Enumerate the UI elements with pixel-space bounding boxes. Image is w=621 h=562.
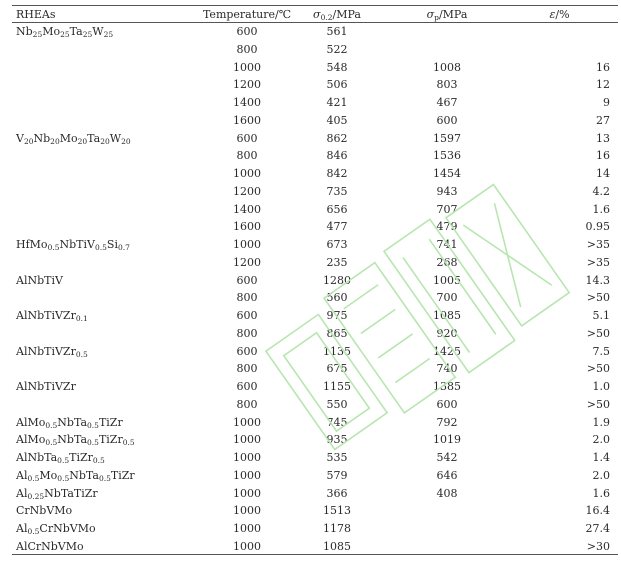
peak-strength-cell: 646 — [436, 468, 458, 482]
table-bottom-rule — [12, 554, 618, 555]
strain-cell: 1.4 — [592, 451, 610, 464]
strain-cell: 14.3 — [585, 273, 610, 287]
peak-strength-cell: 803 — [436, 78, 458, 92]
table-row — [12, 272, 618, 289]
strain-cell: >35 — [586, 255, 610, 269]
temperature-cell: 1000 — [233, 468, 261, 482]
peak-strength-cell: 920 — [436, 326, 458, 340]
table-row — [12, 360, 618, 377]
header-peak-strength: $\sigma_p$/MPa — [426, 8, 468, 22]
table-row — [12, 378, 618, 395]
yield-strength-cell: 235 — [326, 255, 348, 269]
yield-strength-cell: 405 — [326, 113, 348, 127]
yield-strength-cell: 735 — [326, 184, 348, 198]
alloy-cell: AlMo$_{0.5}$NbTa$_{0.5}$TiZr — [16, 415, 123, 430]
temperature-cell: 600 — [236, 380, 258, 393]
temperature-cell: 800 — [236, 291, 258, 305]
alloy-cell: $Al_{0.25}NbTaTiZr$ — [16, 486, 98, 501]
peak-strength-cell: 792 — [436, 415, 458, 429]
table-row — [12, 130, 618, 147]
strain-cell: >50 — [586, 326, 610, 340]
table-row — [12, 254, 618, 271]
table-row — [12, 431, 618, 448]
temperature-cell: 1400 — [233, 96, 261, 109]
peak-strength-cell: 600 — [436, 113, 458, 127]
temperature-cell: 600 — [236, 273, 258, 287]
peak-strength-cell: 268 — [436, 255, 458, 269]
strain-cell: >35 — [586, 238, 610, 251]
yield-strength-cell: 561 — [326, 25, 348, 38]
alloy-cell: AlNbTiVZr$_{0.1}$ — [16, 309, 88, 323]
yield-strength-cell: 421 — [326, 96, 348, 109]
temperature-cell: 800 — [236, 42, 258, 56]
table-row — [12, 343, 618, 360]
temperature-cell: 1000 — [233, 504, 261, 518]
yield-strength-cell: 1178 — [323, 522, 351, 535]
strain-cell: 5.1 — [592, 309, 610, 322]
table-row — [12, 414, 618, 431]
alloy-cell: $Al_{0.5}Mo_{0.5}NbTa_{0.5}TiZr$ — [16, 468, 135, 483]
temperature-cell: 1600 — [233, 113, 261, 127]
temperature-cell: 1200 — [233, 184, 261, 198]
temperature-cell: 1000 — [233, 486, 261, 500]
yield-strength-cell: 560 — [326, 291, 348, 305]
strain-cell: 7.5 — [592, 344, 610, 358]
table-row — [12, 325, 618, 342]
header-strain: ε/% — [549, 8, 570, 21]
temperature-cell: 1000 — [233, 238, 261, 251]
strain-cell: 13 — [596, 131, 610, 145]
peak-strength-cell: 1454 — [433, 167, 461, 180]
peak-strength-cell: 467 — [436, 96, 458, 109]
yield-strength-cell: 522 — [326, 42, 348, 56]
alloy-cell: AlNbTiVZr — [16, 380, 76, 393]
table-row — [12, 236, 618, 253]
temperature-cell: 1600 — [233, 220, 261, 234]
temperature-cell: 800 — [236, 326, 258, 340]
peak-strength-cell: 700 — [436, 291, 458, 305]
alloy-cell: $Nb_{25}Mo_{25}Ta_{25}W_{25}$ — [16, 25, 114, 39]
strain-cell: 14 — [596, 167, 610, 180]
alloy-cell: $V_{20}Nb_{20}Mo_{20}Ta_{20}W_{20}$ — [16, 131, 131, 146]
table-row — [12, 307, 618, 324]
temperature-cell: 600 — [236, 25, 258, 38]
yield-strength-cell: 1155 — [323, 380, 351, 393]
strain-cell: 2.0 — [592, 433, 610, 447]
yield-strength-cell: 1513 — [323, 504, 351, 518]
table-row — [12, 449, 618, 466]
peak-strength-cell: 1005 — [433, 273, 461, 287]
alloy-cell: AlNbTa$_{0.5}$TiZr$_{0.5}$ — [16, 451, 105, 465]
strain-cell: 2.0 — [592, 468, 610, 482]
yield-strength-cell: 846 — [326, 149, 348, 163]
temperature-cell: 600 — [236, 131, 258, 145]
table-row — [12, 23, 618, 40]
yield-strength-cell: 506 — [326, 78, 348, 92]
table-row — [12, 201, 618, 218]
strain-cell: 1.9 — [592, 415, 610, 429]
temperature-cell: 1400 — [233, 202, 261, 216]
strain-cell: 4.2 — [592, 184, 610, 198]
yield-strength-cell: 477 — [326, 220, 348, 234]
strain-cell: 27 — [596, 113, 610, 127]
strain-cell: 12 — [596, 78, 610, 92]
temperature-cell: 1200 — [233, 78, 261, 92]
yield-strength-cell: 535 — [326, 451, 348, 464]
yield-strength-cell: 842 — [326, 167, 348, 180]
yield-strength-cell: 745 — [326, 415, 348, 429]
yield-strength-cell: 656 — [326, 202, 348, 216]
strain-cell: >50 — [586, 362, 610, 376]
yield-strength-cell: 975 — [326, 309, 348, 322]
table-row — [12, 41, 618, 58]
temperature-cell: 800 — [236, 149, 258, 163]
strain-cell: 16.4 — [585, 504, 610, 518]
header-yield-strength: $\sigma_{0.2}$/MPa — [313, 8, 361, 22]
yield-strength-cell: 366 — [326, 486, 348, 500]
yield-strength-cell: 550 — [326, 397, 348, 411]
yield-strength-cell: 1280 — [323, 273, 351, 287]
table-row — [12, 467, 618, 484]
temperature-cell: 1000 — [233, 522, 261, 535]
strain-cell: 27.4 — [585, 522, 610, 535]
table-row — [12, 520, 618, 537]
peak-strength-cell: 408 — [436, 486, 458, 500]
table-row — [12, 59, 618, 76]
temperature-cell: 600 — [236, 344, 258, 358]
table-row — [12, 112, 618, 129]
peak-strength-cell: 740 — [436, 362, 458, 376]
table-row — [12, 538, 618, 555]
strain-cell: >50 — [586, 291, 610, 305]
table-row — [12, 218, 618, 235]
temperature-cell: 600 — [236, 309, 258, 322]
strain-cell: >30 — [586, 539, 610, 553]
peak-strength-cell: 1008 — [433, 60, 461, 74]
peak-strength-cell: 479 — [436, 220, 458, 234]
alloy-cell: AlNbTiVZr$_{0.5}$ — [16, 344, 88, 359]
peak-strength-cell: 1425 — [433, 344, 461, 358]
table-row — [12, 396, 618, 413]
strain-cell: 1.6 — [592, 486, 610, 500]
alloy-cell: $HfMo_{0.5}NbTiV_{0.5}Si_{0.7}$ — [16, 238, 130, 252]
table-row — [12, 183, 618, 200]
strain-cell: 16 — [596, 60, 610, 74]
peak-strength-cell: 1385 — [433, 380, 461, 393]
table-row — [12, 485, 618, 502]
yield-strength-cell: 865 — [326, 326, 348, 340]
yield-strength-cell: 673 — [326, 238, 348, 251]
yield-strength-cell: 862 — [326, 131, 348, 145]
table-row — [12, 502, 618, 519]
yield-strength-cell: 935 — [326, 433, 348, 447]
header-temperature: Temperature/℃ — [202, 8, 292, 21]
table-row — [12, 165, 618, 182]
peak-strength-cell: 707 — [436, 202, 458, 216]
peak-strength-cell: 943 — [436, 184, 458, 198]
peak-strength-cell: 542 — [436, 451, 458, 464]
temperature-cell: 1000 — [233, 433, 261, 447]
temperature-cell: 1000 — [233, 60, 261, 74]
table-row — [12, 94, 618, 111]
temperature-cell: 1000 — [233, 415, 261, 429]
yield-strength-cell: 579 — [326, 468, 348, 482]
peak-strength-cell: 1597 — [433, 131, 461, 145]
strain-cell: 16 — [596, 149, 610, 163]
peak-strength-cell: 600 — [436, 397, 458, 411]
table-header-row — [12, 6, 618, 23]
yield-strength-cell: 1135 — [323, 344, 351, 358]
temperature-cell: 1000 — [233, 451, 261, 464]
temperature-cell: 800 — [236, 397, 258, 411]
yield-strength-cell: 1085 — [323, 539, 351, 553]
alloy-cell: AlNbTiV — [16, 273, 63, 287]
table-row — [12, 147, 618, 164]
temperature-cell: 1000 — [233, 539, 261, 553]
table-row — [12, 289, 618, 306]
strain-cell: 1.0 — [592, 380, 610, 393]
peak-strength-cell: 741 — [436, 238, 458, 251]
peak-strength-cell: 1536 — [433, 149, 461, 163]
yield-strength-cell: 675 — [326, 362, 348, 376]
alloy-cell: AlMo$_{0.5}$NbTa$_{0.5}$TiZr$_{0.5}$ — [16, 433, 135, 448]
temperature-cell: 1200 — [233, 255, 261, 269]
peak-strength-cell: 1019 — [433, 433, 461, 447]
alloy-cell: $Al_{0.5}CrNbVMo$ — [16, 522, 96, 536]
peak-strength-cell: 1085 — [433, 309, 461, 322]
alloy-cell: CrNbVMo — [16, 504, 73, 518]
temperature-cell: 1000 — [233, 167, 261, 180]
alloy-cell: AlCrNbVMo — [16, 539, 84, 553]
table-row — [12, 76, 618, 93]
strain-cell: 0.95 — [585, 220, 610, 234]
strain-cell: 9 — [603, 96, 610, 109]
strain-cell: >50 — [586, 397, 610, 411]
temperature-cell: 800 — [236, 362, 258, 376]
yield-strength-cell: 548 — [326, 60, 348, 74]
strain-cell: 1.6 — [592, 202, 610, 216]
header-rheas: RHEAs — [16, 8, 56, 21]
